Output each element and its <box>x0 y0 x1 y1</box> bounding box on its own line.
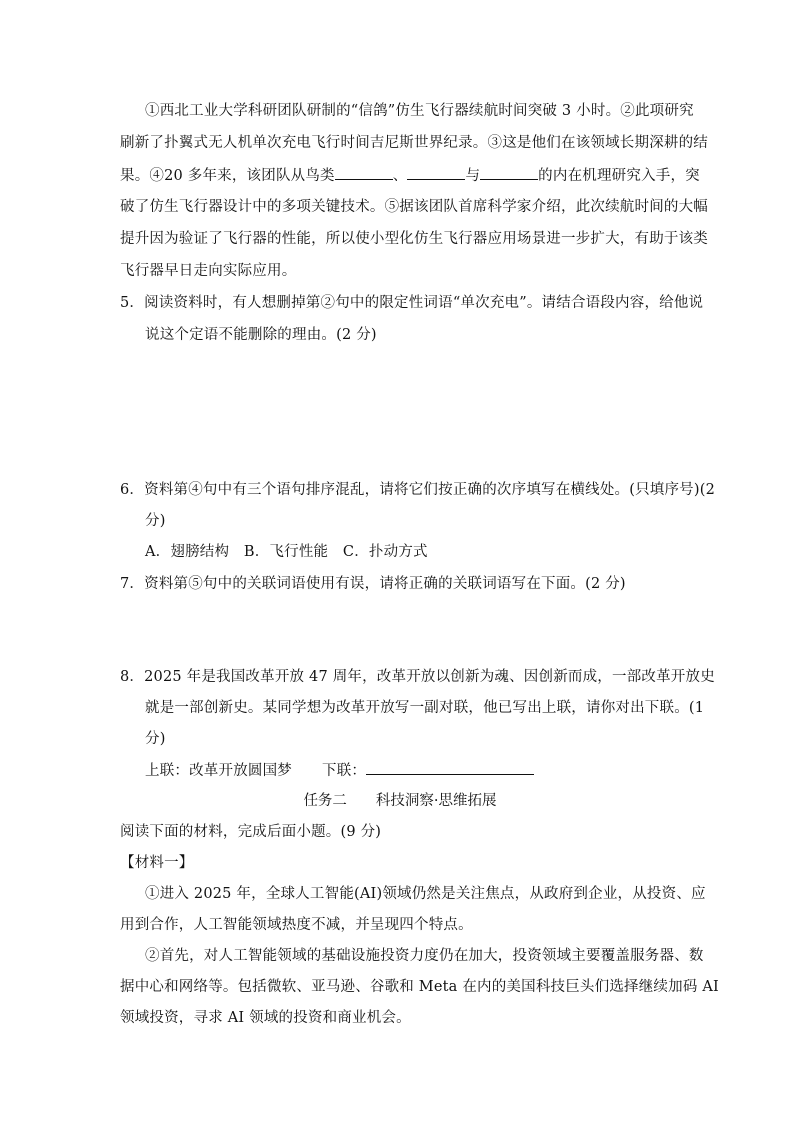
question-6-line-1: 6．资料第④句中有三个语句排序混乱，请将它们按正确的次序填写在横线处。(只填序号)(2 <box>120 482 716 498</box>
question-5-line-1: 5．阅读资料时，有人想删掉第②句中的限定性词语“单次充电”。请结合语段内容，给他说 <box>120 295 704 311</box>
material-1-p2-line-2: 据中心和网络等。包括微软、亚马逊、谷歌和 Meta 在内的美国科技巨头们选择继续加码 AI <box>120 979 719 995</box>
passage-line-3-part-d: 的内在机理研究入手，突 <box>538 168 700 184</box>
question-8-line-3: 分) <box>145 731 166 747</box>
fill-blank-3[interactable] <box>480 165 538 180</box>
material-1-label: 【材料一】 <box>120 855 194 871</box>
question-8-line-2: 就是一部创新史。某同学想为改革开放写一副对联，他已写出上联，请你对出下联。(1 <box>145 700 705 716</box>
task-2-title: 任务二 科技洞察·思维拓展 <box>303 793 497 809</box>
couplet-lower-label: 下联： <box>322 763 367 779</box>
question-6-options: A．翅膀结构 B．飞行性能 C．扑动方式 <box>145 544 428 560</box>
question-6-line-2: 分) <box>145 513 166 529</box>
question-5-line-2: 说这个定语不能删除的理由。(2 分) <box>145 327 377 343</box>
passage-line-3-part-a: 果。④20 多年来，该团队从鸟类 <box>120 168 335 184</box>
material-1-p2-line-1: ②首先，对人工智能领域的基础设施投资力度仍在加大，投资领域主要覆盖服务器、数 <box>145 948 704 964</box>
passage-line-1: ①西北工业大学科研团队研制的“信鸽”仿生飞行器续航时间突破 3 小时。②此项研究 <box>145 103 694 119</box>
couplet-upper: 上联：改革开放圆国梦 <box>145 763 292 779</box>
task-2-intro: 阅读下面的材料，完成后面小题。(9 分) <box>120 824 382 840</box>
question-7-line-1: 7．资料第⑤句中的关联词语使用有误，请将正确的关联词语写在下面。(2 分) <box>120 576 626 592</box>
fill-blank-1[interactable] <box>335 165 393 180</box>
material-1-p1-line-1: ①进入 2025 年，全球人工智能(AI)领域仍然是关注焦点，从政府到企业，从投资、应 <box>145 886 706 902</box>
passage-line-3-part-c: 与 <box>465 168 481 184</box>
material-1-p1-line-2: 用到合作，人工智能领域热度不减，并呈现四个特点。 <box>120 917 473 933</box>
passage-line-2: 刷新了扑翼式无人机单次充电飞行时间吉尼斯世界纪录。③这是他们在该领域长期深耕的结 <box>120 135 708 151</box>
question-8-line-1: 8．2025 年是我国改革开放 47 周年，改革开放以创新为魂、因创新而成，一部改革开放史 <box>120 669 715 685</box>
passage-line-6: 飞行器早日走向实际应用。 <box>120 263 297 279</box>
material-1-p2-line-3: 领域投资，寻求 AI 领域的投资和商业机会。 <box>120 1010 411 1026</box>
passage-line-3 <box>120 165 700 186</box>
couplet-lower-blank[interactable] <box>366 760 534 775</box>
couplet-row <box>145 760 534 781</box>
fill-blank-2[interactable] <box>407 165 465 180</box>
passage-line-3-part-b: 、 <box>392 168 408 184</box>
passage-line-5: 提升因为验证了飞行器的性能，所以使小型化仿生飞行器应用场景进一步扩大，有助于该类 <box>120 231 708 247</box>
passage-line-4: 破了仿生飞行器设计中的多项关键技术。⑤据该团队首席科学家介绍，此次续航时间的大幅 <box>120 199 708 215</box>
